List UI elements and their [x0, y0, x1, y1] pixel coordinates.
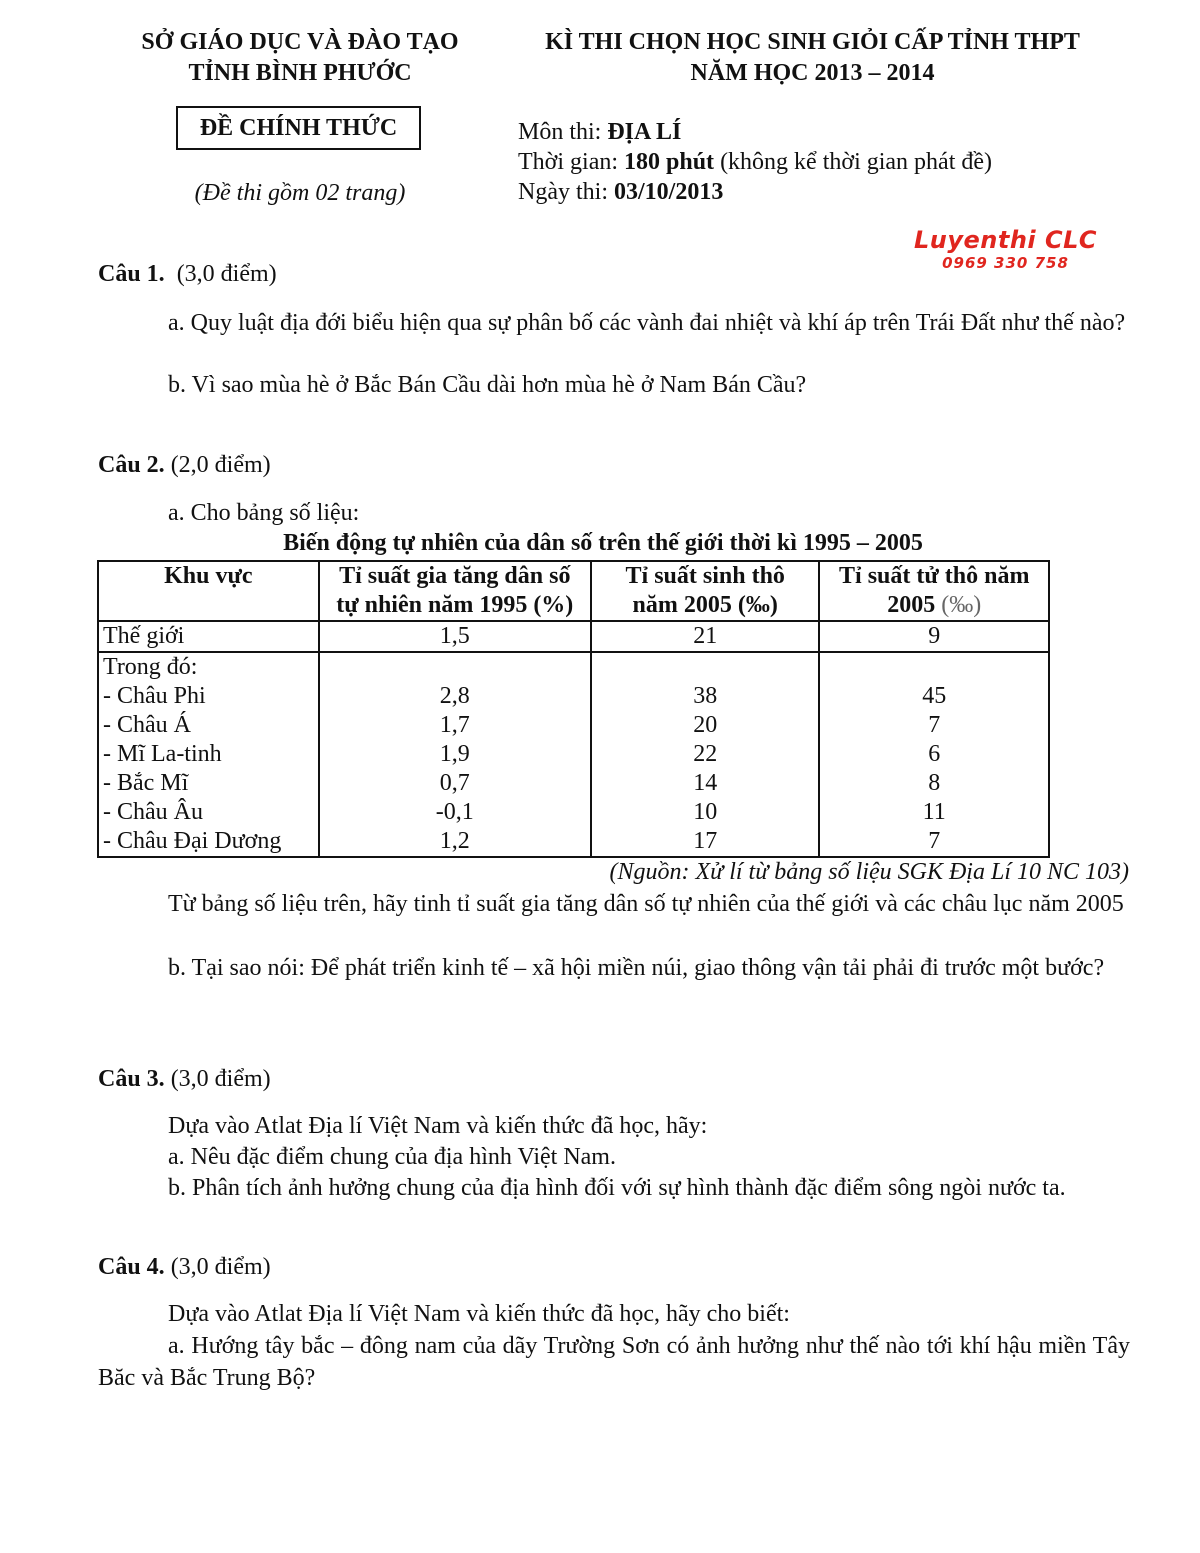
time-note: (không kể thời gian phát đề) [714, 149, 993, 175]
sub-label: Trong đó: [103, 654, 198, 680]
q2-task: Từ bảng số liệu trên, hãy tinh tỉ suất gia tăng dân số tự nhiên của thế giới và các châu lục năm 2005 [168, 891, 1124, 917]
col-header-region: Khu vực [98, 561, 319, 621]
q4-part-a: a. Hướng tây bắc – đông nam của dãy Trường Sơn có ảnh hưởng như thế nào tới khí hậu miền Tây Băc và Bắc Trung Bộ? [98, 1333, 1130, 1391]
table-title-text: Biến động tự nhiên của dân số trên thế giới thời kì 1995 – 2005 [283, 530, 923, 556]
q4-label: Câu 4. [98, 1254, 165, 1280]
time-value: 180 phút [624, 149, 715, 175]
region-africa: - Châu Phi [103, 683, 206, 709]
region-oceania: - Châu Đại Dương [103, 828, 282, 854]
table-title [97, 528, 1129, 558]
table-header-row [98, 561, 1049, 621]
cell-growth: 1,5 [319, 621, 591, 652]
q1-part-a: a. Quy luật địa đới biểu hiện qua sự phân bố các vành đai nhiệt và khí áp trên Trái Đất như thế nào? [168, 310, 1126, 336]
exam-name: KÌ THI CHỌN HỌC SINH GIỎI CẤP TỈNH THPT [545, 29, 1080, 55]
watermark-phone: 0969 330 758 [942, 254, 1069, 272]
watermark-brand: Luyenthi CLC [913, 226, 1098, 254]
q4-intro: Dựa vào Atlat Địa lí Việt Nam và kiến thức đã học, hãy cho biết: [168, 1301, 790, 1327]
pages-note: (Đề thi gồm 02 trang) [194, 180, 406, 206]
date-value: 03/10/2013 [614, 179, 724, 205]
exam-info [518, 117, 1138, 207]
table-source: (Nguồn: Xử lí từ bảng số liệu SGK Địa Lí 10 NC 103) [609, 859, 1129, 885]
region-asia: - Châu Á [103, 712, 191, 738]
time-line [518, 147, 1138, 177]
population-table [97, 560, 1050, 858]
subject-label: Môn thi: [518, 119, 608, 145]
q3-points: (3,0 điểm) [164, 1066, 271, 1092]
region-europe: - Châu Âu [103, 799, 203, 825]
q2-table-intro: a. Cho bảng số liệu: [168, 500, 360, 526]
q3-part-a: a. Nêu đặc điểm chung của địa hình Việt Nam. [168, 1144, 616, 1170]
q3-title [98, 1064, 271, 1094]
subject-line [518, 117, 1138, 147]
cell-birth-list: 38 20 22 14 10 17 [591, 652, 820, 857]
province-name: TỈNH BÌNH PHƯỚC [188, 60, 412, 86]
col-header-death: Tỉ suất tử thô năm 2005 (‰) [819, 561, 1049, 621]
watermark-logo [893, 226, 1118, 272]
cell-death: 9 [819, 621, 1049, 652]
q2-points: (2,0 điểm) [164, 452, 271, 478]
department-header [100, 27, 500, 89]
q2-part-b: b. Tại sao nói: Để phát triển kinh tế – xã hội miền núi, giao thông vận tải phải đi trước một bước? [168, 955, 1105, 981]
q1-part-b: b. Vì sao mùa hè ở Bắc Bán Cầu dài hơn mùa hè ở Nam Bán Cầu? [168, 372, 807, 398]
q3-intro: Dựa vào Atlat Địa lí Việt Nam và kiến thức đã học, hãy: [168, 1113, 708, 1139]
col-header-growth: Tỉ suất gia tăng dân số tự nhiên năm 1995 (%) [319, 561, 591, 621]
table-row-continents [98, 652, 1049, 857]
cell-growth-list: 2,8 1,7 1,9 0,7 -0,1 1,2 [319, 652, 591, 857]
q4-points: (3,0 điểm) [164, 1254, 271, 1280]
region-latin-america: - Mĩ La-tinh [103, 741, 222, 767]
date-label: Ngày thi: [518, 179, 614, 205]
official-label: ĐỀ CHÍNH THỨC [199, 115, 398, 141]
q3-part-b: b. Phân tích ảnh hưởng chung của địa hình đối với sự hình thành đặc điểm sông ngòi nước ta. [168, 1175, 1066, 1201]
department-name: SỞ GIÁO DỤC VÀ ĐÀO TẠO [141, 29, 459, 55]
table-row-world [98, 621, 1049, 652]
col-header-birth: Tỉ suất sinh thô năm 2005 (‰) [591, 561, 820, 621]
cell-region: Thế giới [98, 621, 319, 652]
region-north-america: - Bắc Mĩ [103, 770, 189, 796]
time-label: Thời gian: [518, 149, 625, 175]
official-exam-box [176, 106, 421, 150]
cell-death-list: 45 7 6 8 11 7 [819, 652, 1049, 857]
q1-points: (3,0 điểm) [164, 261, 277, 287]
exam-header [505, 27, 1120, 89]
date-line [518, 177, 1138, 207]
q2-label: Câu 2. [98, 452, 165, 478]
school-year: NĂM HỌC 2013 – 2014 [690, 60, 935, 86]
cell-birth: 21 [591, 621, 820, 652]
q2-title [98, 450, 271, 480]
cell-regions-list [98, 652, 319, 857]
q3-label: Câu 3. [98, 1066, 165, 1092]
q1-label: Câu 1. [98, 261, 165, 287]
q1-title [98, 259, 277, 289]
q4-title [98, 1252, 271, 1282]
subject-value: ĐỊA LÍ [607, 119, 682, 145]
